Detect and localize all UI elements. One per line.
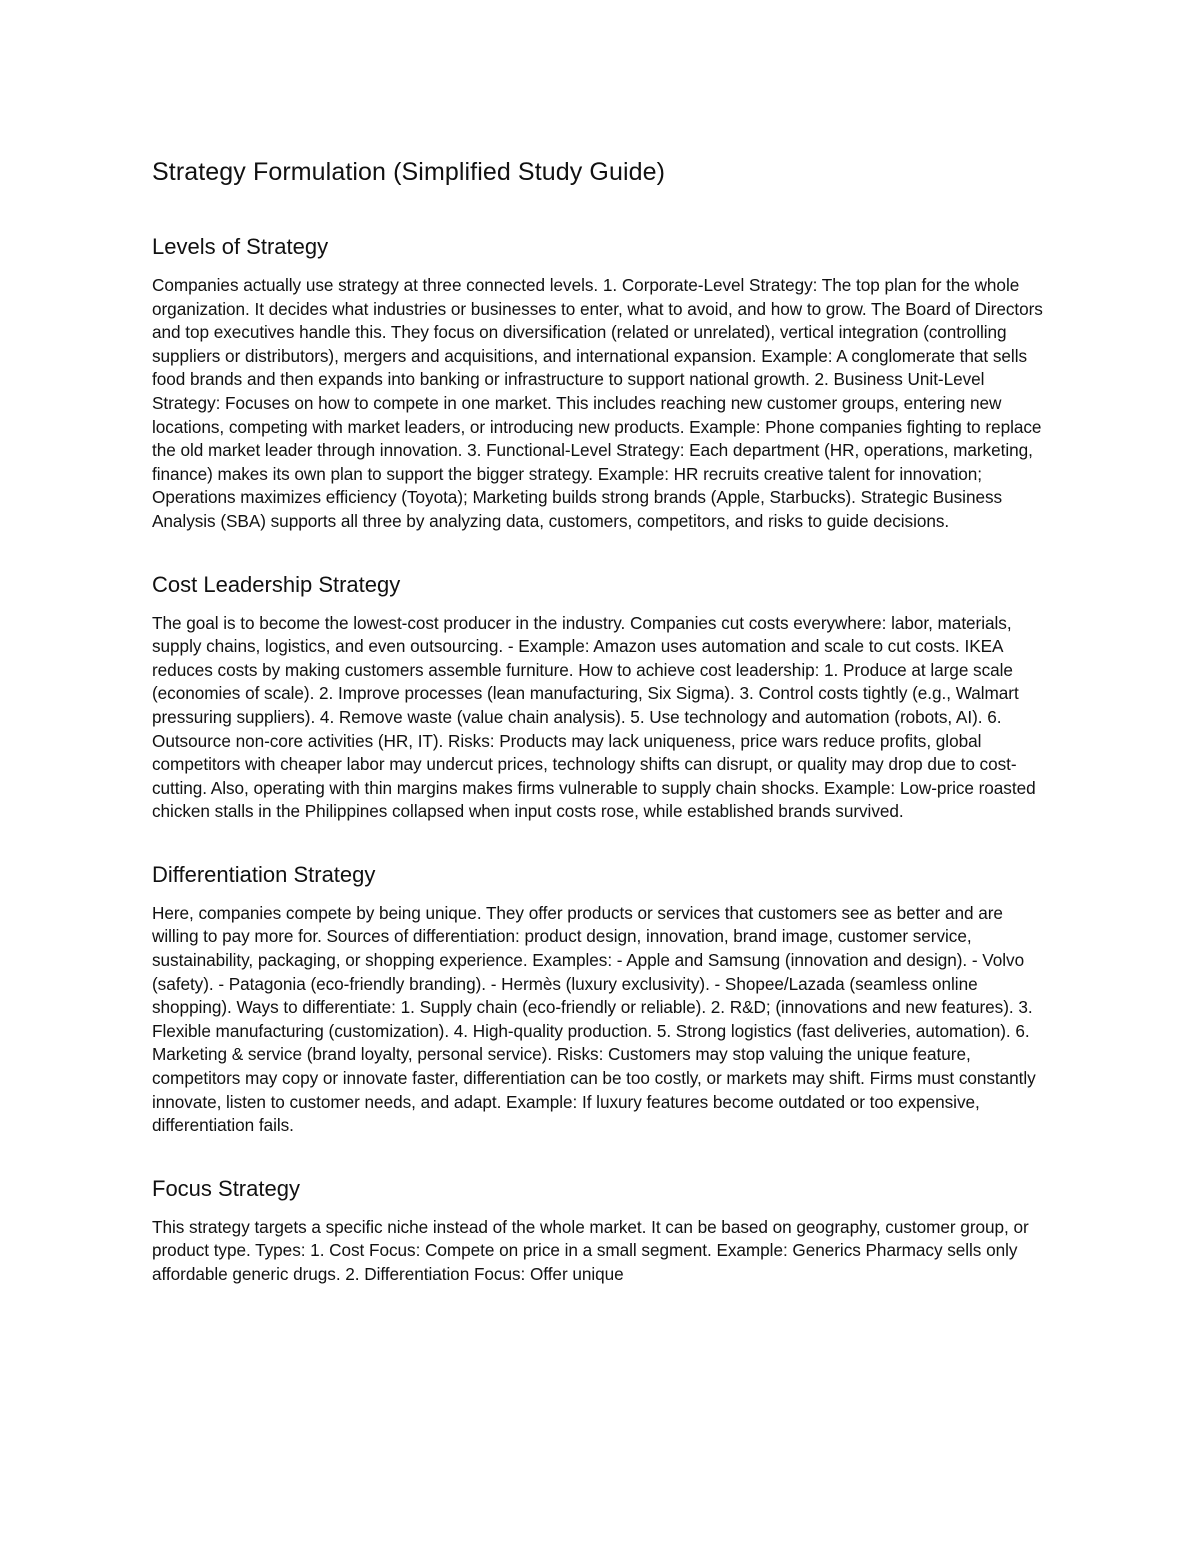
section-cost-leadership-strategy bbox=[152, 570, 1052, 824]
section-heading: Differentiation Strategy bbox=[152, 861, 376, 887]
section-body: This strategy targets a specific niche instead of the whole market. It can be based on geography, customer group, or product type. Types: 1. Cost Focus: Compete on price in a small segment. Example: Generics Pharmacy sells only affordable generic drugs. 2. Differentiation Focus: Offer unique bbox=[152, 1216, 1029, 1284]
section-body: The goal is to become the lowest-cost producer in the industry. Companies cut costs everywhere: labor, materials, supply chains, logistics, and even outsourcing. - Example: Amazon uses automation and scale to cut costs. IKEA reduces costs by making customers assemble furniture. How to achieve cost leadership: 1. Produce at large scale (economies of scale). 2. Improve processes (lean manufacturing, Six Sigma). 3. Control costs tightly (e.g., Walmart pressuring suppliers). 4. Remove waste (value chain analysis). 5. Use technology and automation (robots, AI). 6. Outsource non-core activities (HR, IT). Risks: Products may lack uniqueness, price wars reduce profits, global competitors with cheaper labor may undercut prices, technology shifts can disrupt, or quality may drop due to cost-cutting. Also, operating with thin margins makes firms vulnerable to supply chain shocks. Example: Low-price roasted chicken stalls in the Philippines collapsed when input costs rose, while established brands survived. bbox=[152, 612, 1036, 822]
section-heading: Cost Leadership Strategy bbox=[152, 571, 401, 597]
section-heading: Levels of Strategy bbox=[152, 234, 329, 259]
section-levels-of-strategy bbox=[152, 232, 1052, 534]
section-focus-strategy bbox=[152, 1174, 1052, 1287]
section-heading: Focus Strategy bbox=[152, 1175, 300, 1201]
section-body: Here, companies compete by being unique. They offer products or services that customers see as better and are willing to pay more for. Sources of differentiation: product design, innovation, brand image, customer service, sustainability, packaging, or shopping experience. Examples: - Apple and Samsung (innovation and design). - Volvo (safety). - Patagonia (eco-friendly branding). - Hermès (luxury exclusivity). - Shopee/Lazada (seamless online shopping). Ways to differentiate: 1. Supply chain (eco-friendly or reliable). 2. R&D; (innovations and new features). 3. Flexible manufacturing (customization). 4. High-quality production. 5. Strong logistics (fast deliveries, automation). 6. Marketing & service (brand loyalty, personal service). Risks: Customers may stop valuing the unique feature, competitors may copy or innovate faster, differentiation can be too costly, or markets may shift. Firms must constantly innovate, listen to customer needs, and adapt. Example: If luxury features become outdated or too expensive, differentiation fails. bbox=[152, 902, 1036, 1136]
document-title: Strategy Formulation (Simplified Study Guide) bbox=[152, 158, 666, 186]
document-page bbox=[152, 154, 1052, 1287]
section-differentiation-strategy bbox=[152, 860, 1052, 1138]
section-body: Companies actually use strategy at three connected levels. 1. Corporate-Level Strategy: The top plan for the whole organization. It decides what industries or businesses to enter, what to avoid, and how to grow. The Board of Directors and top executives handle this. They focus on diversification (related or unrelated), vertical integration (controlling suppliers or distributors), mergers and acquisitions, and international expansion. Example: A conglomerate that sells food brands and then expands into banking or infrastructure to support national growth. 2. Business Unit-Level Strategy: Focuses on how to compete in one market. This includes reaching new customer groups, entering new locations, competing with market leaders, or introducing new products. Example: Phone companies fighting to replace the old market leader through innovation. 3. Functional-Level Strategy: Each department (HR, operations, marketing, finance) makes its own plan to support the bigger strategy. Example: HR recruits creative talent for innovation; Operations maximizes efficiency (Toyota); Marketing builds strong brands (Apple, Starbucks). Strategic Business Analysis (SBA) supports all three by analyzing data, customers, competitors, and risks to guide decisions. bbox=[152, 275, 1043, 531]
